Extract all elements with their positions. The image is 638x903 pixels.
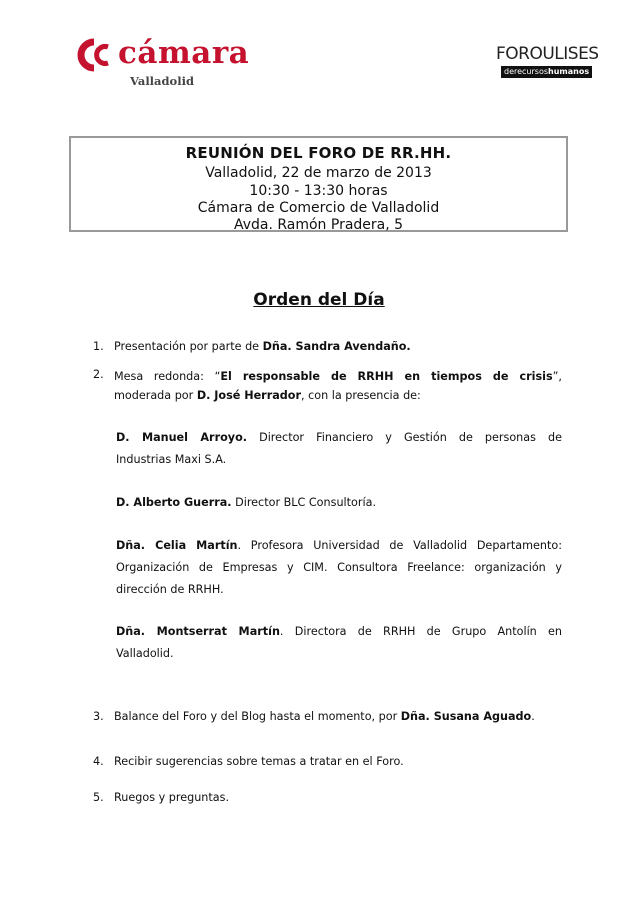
item-text: Ruegos y preguntas. [114, 791, 229, 804]
meeting-date: Valladolid, 22 de marzo de 2013 [205, 165, 432, 181]
meeting-venue: Cámara de Comercio de Valladolid [197, 200, 440, 216]
item-number: 3. [93, 710, 104, 723]
camara-logo [74, 35, 250, 96]
item-number: 1. [93, 340, 104, 353]
agenda-title: Orden del Día [253, 290, 385, 310]
item-number: 4. [93, 755, 104, 768]
item-text: Recibir sugerencias sobre temas a tratar en el Foro. [114, 755, 404, 768]
camara-city: Valladolid [130, 74, 194, 88]
meeting-address: Avda. Ramón Pradera, 5 [233, 217, 404, 233]
panelist-montserrat-martin: Dña. Montserrat Martín. Directora de RRHH de Grupo Antolín en Valladolid. [116, 625, 563, 660]
item-text-line2: moderada por D. José Herrador, con la presencia de: [114, 389, 421, 402]
item-number: 5. [93, 791, 104, 804]
item-number: 2. [93, 368, 104, 381]
meeting-title: REUNIÓN DEL FORO DE RR.HH. [185, 144, 452, 162]
foro-ulises-logo [494, 44, 606, 82]
item-text: Mesa redonda: “El responsable de RRHH en tiempos de crisis”, [114, 370, 562, 383]
item-text: Presentación por parte de Dña. Sandra Avendaño. [114, 340, 411, 353]
camara-cc-icon [74, 38, 118, 72]
meeting-header-box [69, 136, 568, 232]
camara-wordmark: cámara [118, 35, 250, 71]
meeting-time: 10:30 - 13:30 horas [249, 183, 388, 199]
panelist-alberto-guerra: D. Alberto Guerra. Director BLC Consultoría. [116, 496, 377, 509]
panelist-celia-martin: Dña. Celia Martín. Profesora Universidad de Valladolid Departamento: Organización de Empresas y CIM. Consultora Freelance: organización y dirección de RRHH. [116, 539, 562, 596]
item-text: Balance del Foro y del Blog hasta el momento, por Dña. Susana Aguado. [114, 710, 535, 723]
foro-ulises-subtitle: derecursoshumanos [501, 66, 592, 78]
foro-ulises-wordmark: FOROULISES [496, 44, 599, 64]
panelist-manuel-arroyo: D. Manuel Arroyo. Director Financiero y Gestión de personas de Industrias Maxi S.A. [116, 431, 563, 466]
